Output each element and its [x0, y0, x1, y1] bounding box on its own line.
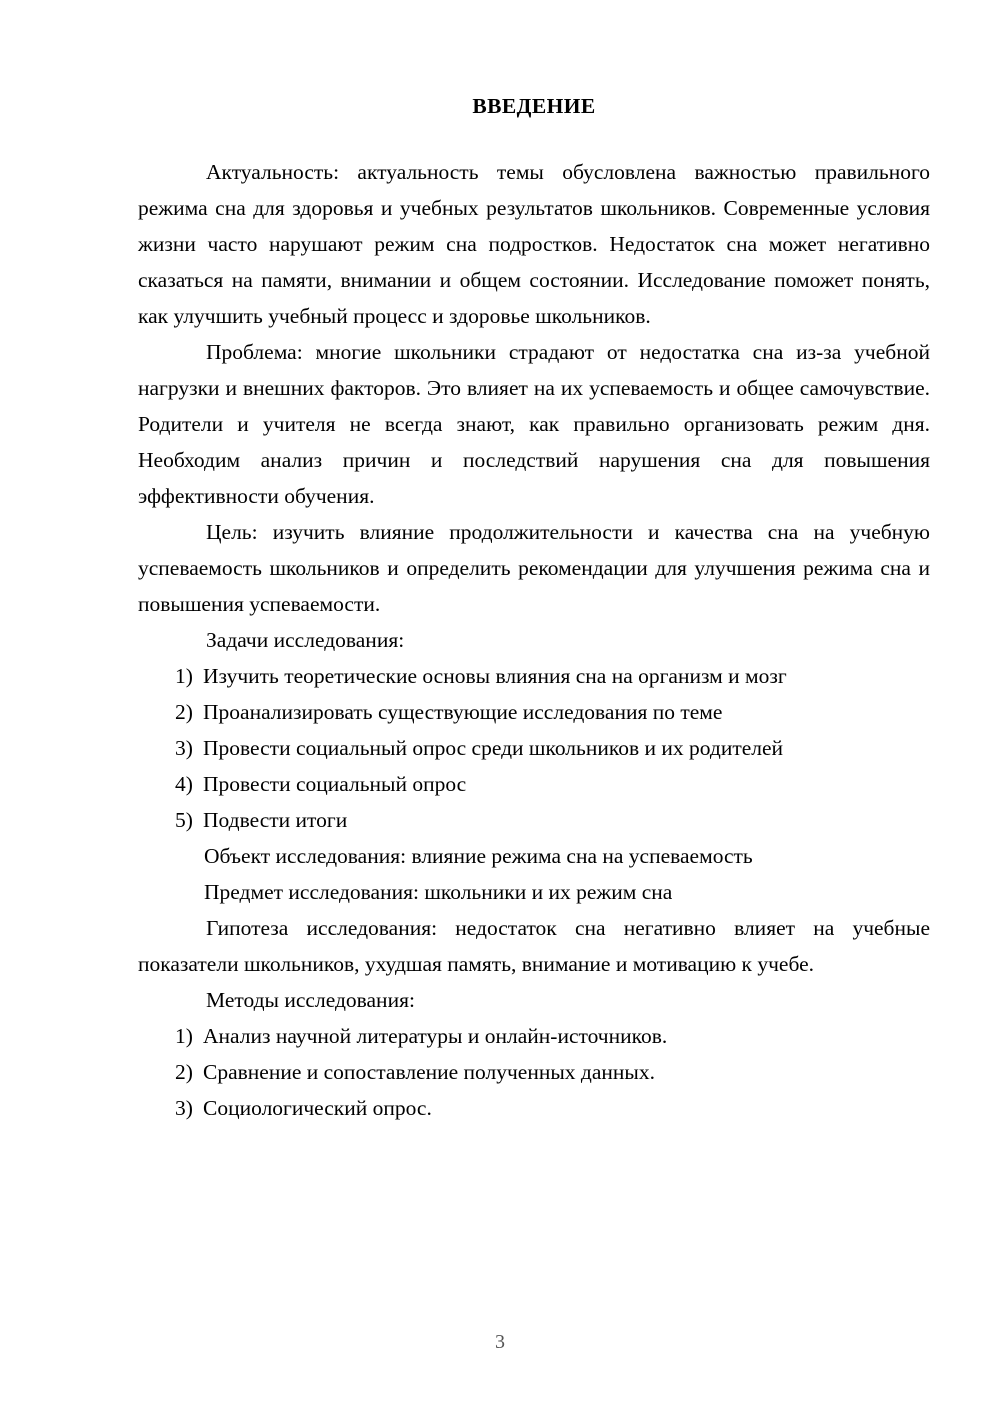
- list-item-number: 4): [175, 772, 193, 796]
- methods-heading: Методы исследования:: [206, 988, 415, 1012]
- list-item-label: Подвести итоги: [203, 808, 348, 832]
- list-item-label: Провести социальный опрос среди школьников и их родителей: [203, 736, 784, 760]
- list-item-number: 3): [175, 1096, 193, 1120]
- tasks-heading: Задачи исследования:: [206, 628, 405, 652]
- list-item-number: 2): [175, 700, 193, 724]
- object-of-research-line: Объект исследования: влияние режима сна на успеваемость: [204, 844, 753, 868]
- paragraph-problem: Проблема: многие школьники страдают от недостатка сна из-за учебной нагрузки и внешних факторов. Это влияет на их успеваемость и общее самочувствие. Родители и учителя не всегда знают, как правильно организовать режим дня. Необходим анализ причин и последствий нарушения сна для повышения эффективности обучения.: [138, 340, 930, 508]
- list-item: [138, 1090, 930, 1126]
- list-item-label: Проанализировать существующие исследования по теме: [203, 700, 723, 724]
- subject-of-research-line: Предмет исследования: школьники и их режим сна: [204, 880, 673, 904]
- paragraph-goal: Цель: изучить влияние продолжительности и качества сна на учебную успеваемость школьников и определить рекомендации для улучшения режима сна и повышения успеваемости.: [138, 520, 930, 616]
- document-body: [138, 88, 930, 1126]
- paragraph-relevance: Актуальность: актуальность темы обусловлена важностью правильного режима сна для здоровья и учебных результатов школьников. Современные условия жизни часто нарушают режим сна подростков. Недостаток сна может негативно сказаться на памяти, внимании и общем состоянии. Исследование поможет понять, как улучшить учебный процесс и здоровье школьников.: [138, 160, 930, 328]
- page-number: 3: [495, 1331, 505, 1353]
- list-item: [138, 1054, 930, 1090]
- page-title: ВВЕДЕНИЕ: [472, 94, 596, 118]
- list-item-label: Анализ научной литературы и онлайн-источников.: [203, 1024, 668, 1048]
- methods-list: [138, 1018, 930, 1126]
- list-item-label: Провести социальный опрос: [203, 772, 467, 796]
- list-item-number: 5): [175, 808, 193, 832]
- list-item-number: 1): [175, 664, 193, 688]
- tasks-list: [138, 658, 930, 838]
- list-item: [138, 1018, 930, 1054]
- list-item-number: 2): [175, 1060, 193, 1084]
- list-item-number: 3): [175, 736, 193, 760]
- list-item: [138, 766, 930, 802]
- list-item-number: 1): [175, 1024, 193, 1048]
- list-item: [138, 802, 930, 838]
- list-item: [138, 694, 930, 730]
- paragraph-hypothesis: Гипотеза исследования: недостаток сна негативно влияет на учебные показатели школьников, ухудшая память, внимание и мотивацию к учебе.: [138, 916, 930, 976]
- list-item: [138, 730, 930, 766]
- list-item: [138, 658, 930, 694]
- list-item-label: Социологический опрос.: [203, 1096, 432, 1120]
- list-item-label: Сравнение и сопоставление полученных данных.: [203, 1060, 655, 1084]
- list-item-label: Изучить теоретические основы влияния сна на организм и мозг: [203, 664, 787, 688]
